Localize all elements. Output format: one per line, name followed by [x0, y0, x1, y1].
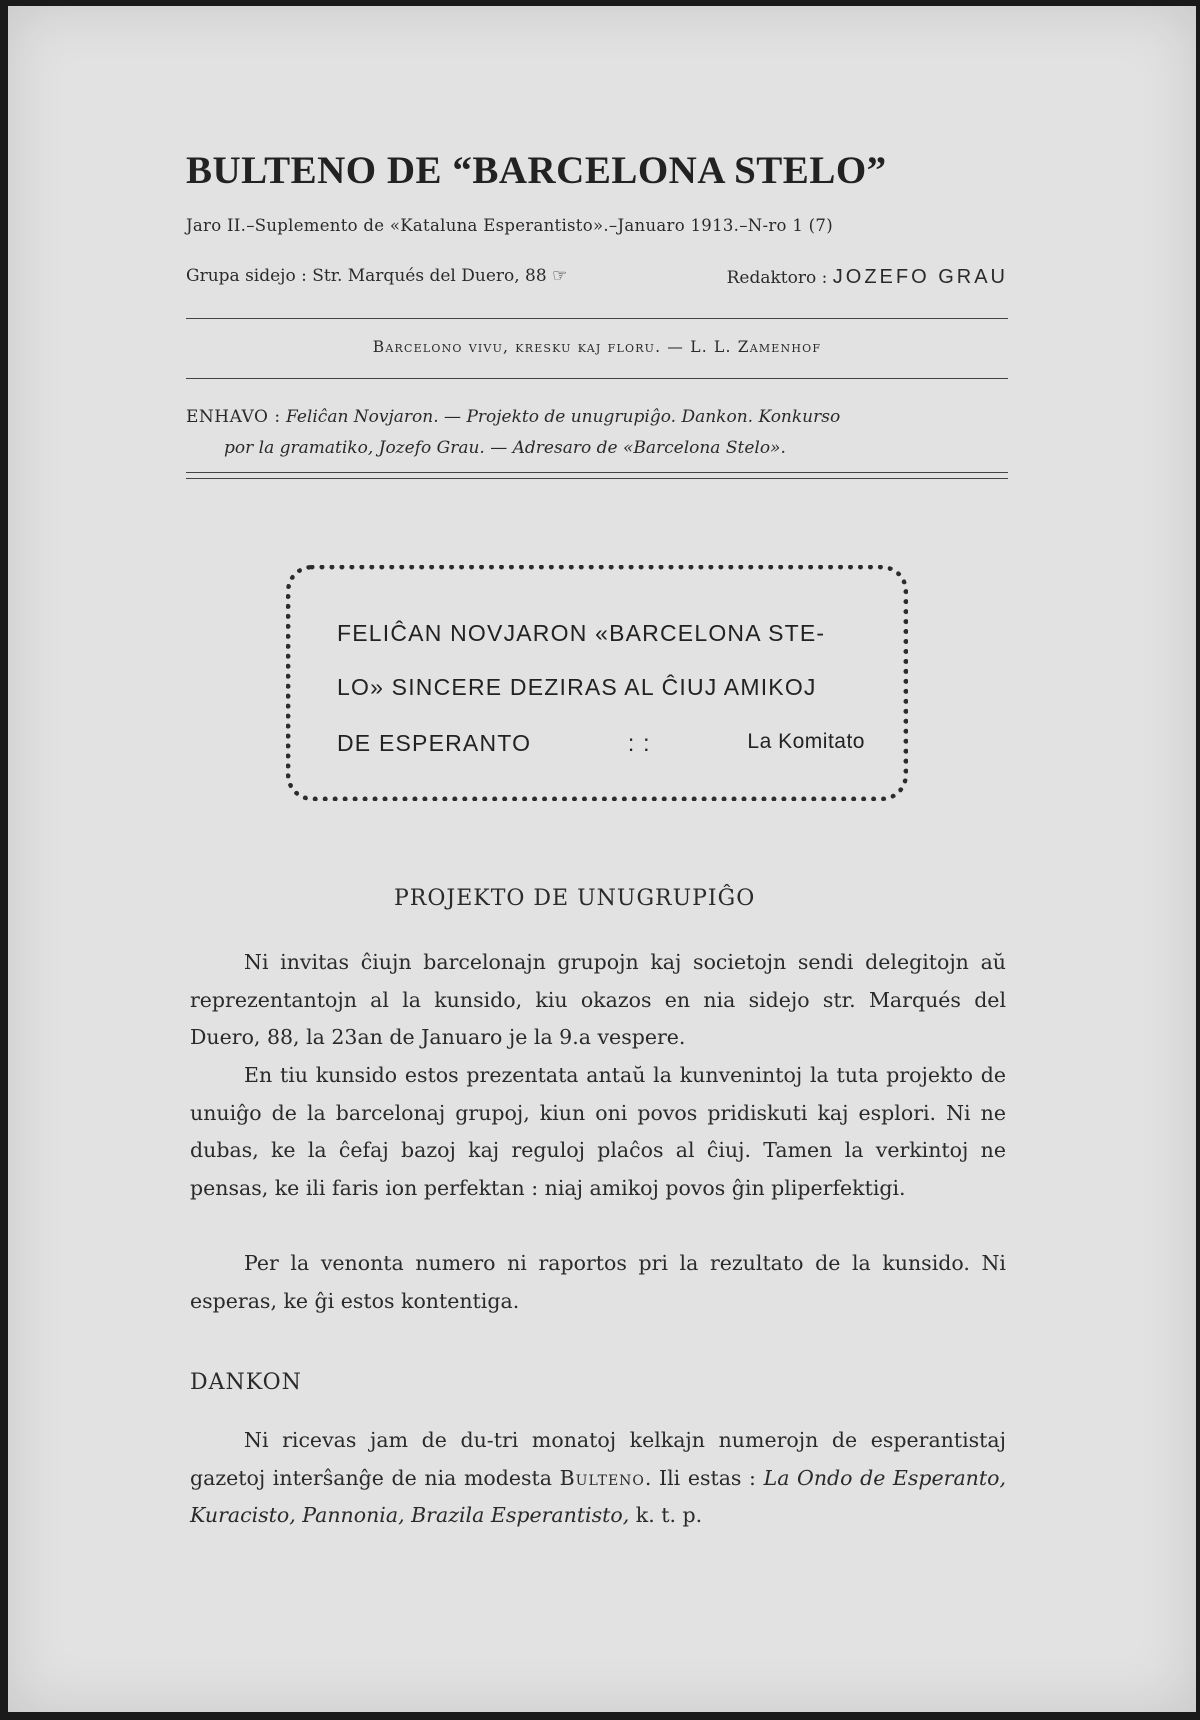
issue-subline: Jaro II.–Suplemento de «Kataluna Esperantisto».–Januaro 1913.–N-ro 1 (7) [186, 216, 833, 235]
divider [186, 318, 1008, 319]
editor-label: Redaktoro : [726, 268, 828, 288]
dankon-text-start: Ni ricevas jam de du-tri monatoj kelkajn numerojn de esperantistaj gazetoj interŝanĝe de nia modesta [190, 1428, 1006, 1490]
editor-info [727, 266, 1008, 289]
new-year-greeting-box [286, 565, 908, 801]
greeting-separator: : : [627, 730, 651, 756]
paragraph: Per la venonta numero ni raportos pri la rezultato de la kunsido. Ni esperas, ke ĝi estos kontentiga. [190, 1251, 1006, 1313]
group-info-line [186, 266, 1008, 289]
table-of-contents [186, 402, 1008, 464]
greeting-line-3-text: DE ESPERANTO [337, 730, 532, 756]
group-address: Grupa sidejo : Str. Marqués del Duero, 88 ☞ [186, 266, 568, 286]
bulteno-name: Bulteno [559, 1465, 645, 1490]
contents-line-2: por la gramatiko, Jozefo Grau. — Adresaro de «Barcelona Stelo». [224, 438, 786, 458]
greeting-signature: La Komitato [747, 730, 865, 753]
greeting-line-2: LO» SINCERE DEZIRAS AL ĈIUJ AMIKOJ [337, 674, 817, 700]
divider [186, 378, 1008, 379]
divider [186, 478, 1008, 479]
paragraph [190, 1422, 1006, 1535]
divider [186, 472, 1008, 473]
newspaper-titles: La Ondo de Esperanto, Kuracisto, Pannonia, Brazila Esperantisto, [190, 1465, 1006, 1527]
editor-name: JOZEFO GRAU [832, 266, 1008, 288]
dankon-text-mid: . Ili estas : [644, 1465, 756, 1490]
motto: Barcelono vivu, kresku kaj floru. — L. L. Zamenhof [372, 338, 822, 356]
section-heading-dankon: DANKON [190, 1370, 302, 1395]
paragraph: Ni invitas ĉiujn barcelonajn grupojn kaj societojn sendi delegitojn aŭ reprezentantojn al la kunsido, kiu okazos en nia sidejo str. Marqués del Duero, 88, la 23an de Januaro je la 9.a vespere. [190, 950, 1006, 1049]
newsletter-title: BULTENO DE “BARCELONA STELO” [186, 149, 887, 192]
paragraph: En tiu kunsido estos prezentata antaŭ la kunvenintoj la tuta projekto de unuiĝo de la barcelonaj grupoj, kiun oni povos pridiskuti kaj esplori. Ni ne dubas, ke la ĉefaj bazoj kaj reguloj plaĉos al ĉiuj. Tamen la verkintoj ne pensas, ke ili faris ion perfektan : niaj amikoj povos ĝin pliperfektigi. [190, 1063, 1006, 1200]
greeting-line-3 [337, 730, 865, 757]
contents-line-1: Feliĉan Novjaron. — Projekto de unugrupiĝo. Dankon. Konkurso [286, 407, 841, 427]
contents-label: ENHAVO : [186, 407, 281, 427]
greeting-line-1: FELIĈAN NOVJARON «BARCELONA STE- [337, 620, 826, 646]
dankon-text-end: k. t. p. [635, 1503, 703, 1527]
section-heading-projekto: PROJEKTO DE UNUGRUPIĜO [394, 886, 756, 911]
